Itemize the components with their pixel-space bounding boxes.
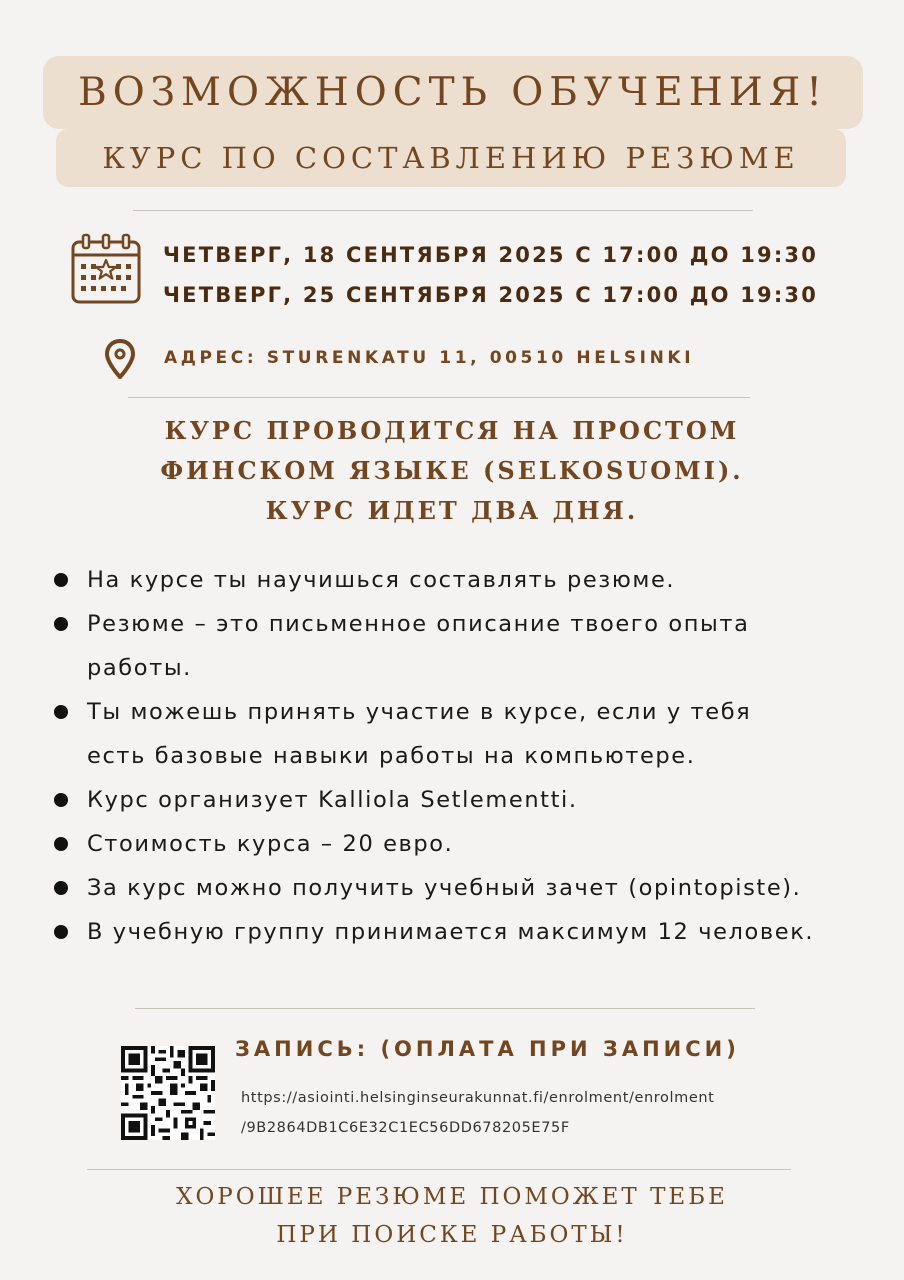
- subtitle-banner: [56, 129, 846, 187]
- list-item-text: Ты можешь принять участие в курсе, если у тебя: [87, 699, 752, 725]
- list-item: [52, 866, 882, 910]
- list-item: [52, 822, 882, 866]
- course-dates: [163, 235, 818, 315]
- bullet-icon: [54, 925, 68, 939]
- note-line: ФИНСКОМ ЯЗЫКЕ (SELKOSUOMI).: [160, 456, 744, 485]
- bullet-icon: [54, 881, 68, 895]
- footer-line: ХОРОШЕЕ РЕЗЮМЕ ПОМОЖЕТ ТЕБЕ: [176, 1184, 728, 1210]
- list-item: [52, 778, 882, 822]
- list-item: [52, 690, 882, 778]
- list-item-text: За курс можно получить учебный зачет (opintopiste).: [87, 875, 802, 901]
- url-line[interactable]: /9B2864DB1C6E32C1EC56DD678205E75F: [241, 1120, 570, 1136]
- list-item-text: Резюме – это письменное описание твоего опыта: [87, 611, 750, 637]
- note-line: КУРС ИДЕТ ДВА ДНЯ.: [265, 496, 639, 525]
- list-item-text: Стоимость курса – 20 евро.: [87, 831, 454, 857]
- divider: [87, 1169, 791, 1170]
- enrollment-label: ЗАПИСЬ: (ОПЛАТА ПРИ ЗАПИСИ): [235, 1037, 740, 1061]
- course-language-note: [0, 411, 904, 531]
- list-item-text: работы.: [87, 655, 192, 681]
- bullet-icon: [54, 705, 68, 719]
- bullet-icon: [54, 573, 68, 587]
- list-item-text: есть базовые навыки работы на компьютере.: [87, 743, 696, 769]
- divider: [135, 1008, 755, 1009]
- title-banner: [43, 56, 863, 129]
- address-text: АДРЕС: STURENKATU 11, 00510 HELSINKI: [164, 348, 695, 368]
- enrollment-link[interactable]: [241, 1083, 714, 1143]
- date-line: ЧЕТВЕРГ, 25 СЕНТЯБРЯ 2025 С 17:00 ДО 19:30: [163, 283, 819, 307]
- list-item-text: В учебную группу принимается максимум 12 человек.: [87, 919, 815, 945]
- page-subtitle: КУРС ПО СОСТАВЛЕНИЮ РЕЗЮМЕ: [102, 141, 800, 175]
- bullet-icon: [54, 617, 68, 631]
- page-title: ВОЗМОЖНОСТЬ ОБУЧЕНИЯ!: [78, 70, 828, 115]
- list-item: [52, 910, 882, 954]
- list-item-text: На курсе ты научишься составлять резюме.: [87, 567, 676, 593]
- divider: [128, 397, 750, 398]
- location-pin-icon: [104, 339, 136, 379]
- qr-code-icon[interactable]: [121, 1046, 215, 1140]
- list-item: [52, 602, 882, 690]
- url-line[interactable]: https://asiointi.helsinginseurakunnat.fi/enrolment/enrolment: [241, 1090, 715, 1106]
- footer-slogan: [0, 1178, 904, 1254]
- footer-line: ПРИ ПОИСКЕ РАБОТЫ!: [276, 1222, 628, 1248]
- divider: [133, 210, 753, 211]
- bullet-icon: [54, 837, 68, 851]
- info-list: [52, 558, 882, 954]
- date-line: ЧЕТВЕРГ, 18 СЕНТЯБРЯ 2025 С 17:00 ДО 19:30: [163, 243, 819, 267]
- calendar-icon: [70, 233, 142, 305]
- note-line: КУРС ПРОВОДИТСЯ НА ПРОСТОМ: [164, 416, 740, 445]
- bullet-icon: [54, 793, 68, 807]
- list-item-text: Курс организует Kalliola Setlementti.: [87, 787, 578, 813]
- list-item: [52, 558, 882, 602]
